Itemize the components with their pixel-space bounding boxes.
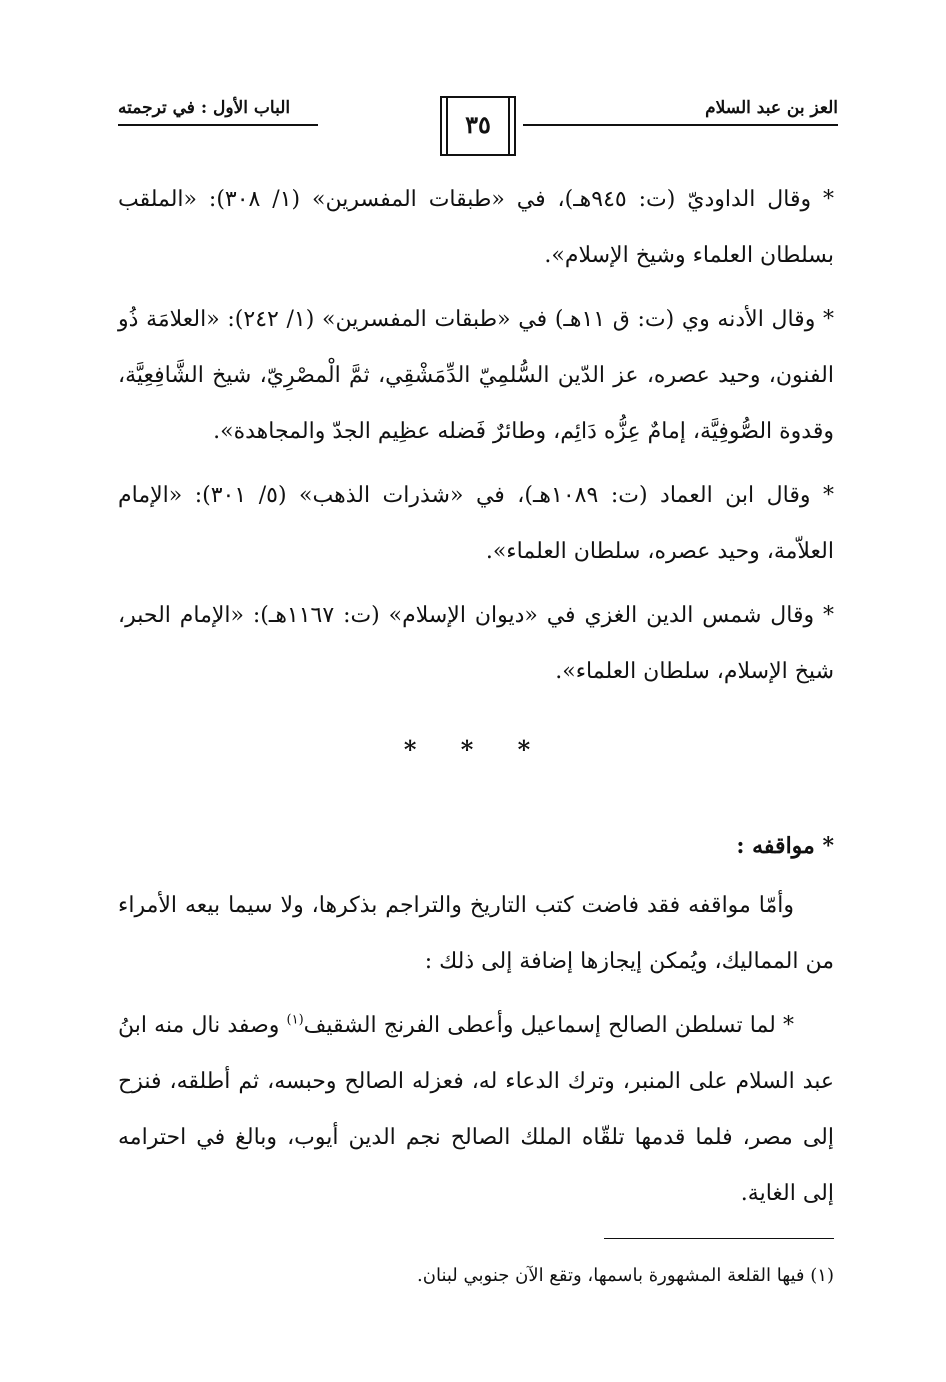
book-title: العز بن عبد السلام [705,98,838,118]
chapter-title: الباب الأول : في ترجمته [118,98,291,118]
section-item [118,998,834,1222]
footnote-reference: (١) [286,1012,304,1028]
frame-top-rule [440,96,516,98]
paragraph-dawudi: * وقال الداوديّ (ت: ٩٤٥هـ)، في «طبقات المفسرين» (١/ ٣٠٨): «الملقب بسلطان العلماء وشيخ الإسلام». [118,187,834,268]
header-rule-left [118,124,318,126]
section-item-text-start: * لما تسلطن الصالح إسماعيل وأعطى الفرنج الشقيف [303,1013,795,1038]
footnote-number: (١) [810,1265,834,1286]
section-heading: * مواقفه : [736,833,834,859]
section-item-text-end: وصفد نال منه ابنُ عبد السلام على المنبر، وترك الدعاء له، فعزله الصالح وحبسه، ثم أطلقه، فنزح إلى مصر، فلما قدمها تلقّاه الملك الصالح نجم الدين أيوب، وبالغ في احترامه إلى الغاية. [118,1013,834,1206]
header-rule-right [523,124,838,126]
page-number: ٣٥ [465,110,491,139]
paragraph-ibn-al-imad: * وقال ابن العماد (ت: ١٠٨٩هـ)، في «شذرات الذهب» (٥/ ٣٠١): «الإمام العلاّمة، وحيد عصره، سلطان العلماء». [118,483,834,564]
page-number-frame [440,96,516,156]
footnote-text: فيها القلعة المشهورة باسمها، وتقع الآن جنوبي لبنان. [417,1265,805,1286]
frame-left-pillar [440,96,448,156]
footnote [118,1262,834,1290]
section-intro: وأمّا مواقفه فقد فاضت كتب التاريخ والتراجم بذكرها، ولا سيما بيعه الأمراء من المماليك، ويُمكن إيجازها إضافة إلى ذلك : [118,893,834,974]
paragraph-adnahwi: * وقال الأدنه وي (ت: ق ١١هـ) في «طبقات المفسرين» (١/ ٢٤٢): «العلامَة ذُو الفنون، وحيد عصره، عز الدّين السُّلمِيّ الدِّمَشْقِي، ثمَّ الْمصْرِيّ، شيخ الشَّافِعِيَّة، وقدوة الصُّوفِيَّة، إمامٌ عِزُّه دَائِم، وطائرٌ فَضله عظِيم الجدّ والمجاهدة». [118,307,834,444]
frame-bottom-rule [440,154,516,156]
page-body [118,172,834,1230]
paragraph-al-ghazzi: * وقال شمس الدين الغزي في «ديوان الإسلام» (ت: ١١٦٧هـ): «الإمام الحبر، شيخ الإسلام، سلطان العلماء». [118,603,834,684]
page-header [118,96,838,166]
section-separator: * * * [403,735,549,764]
footnote-divider [604,1238,834,1239]
frame-right-pillar [508,96,516,156]
